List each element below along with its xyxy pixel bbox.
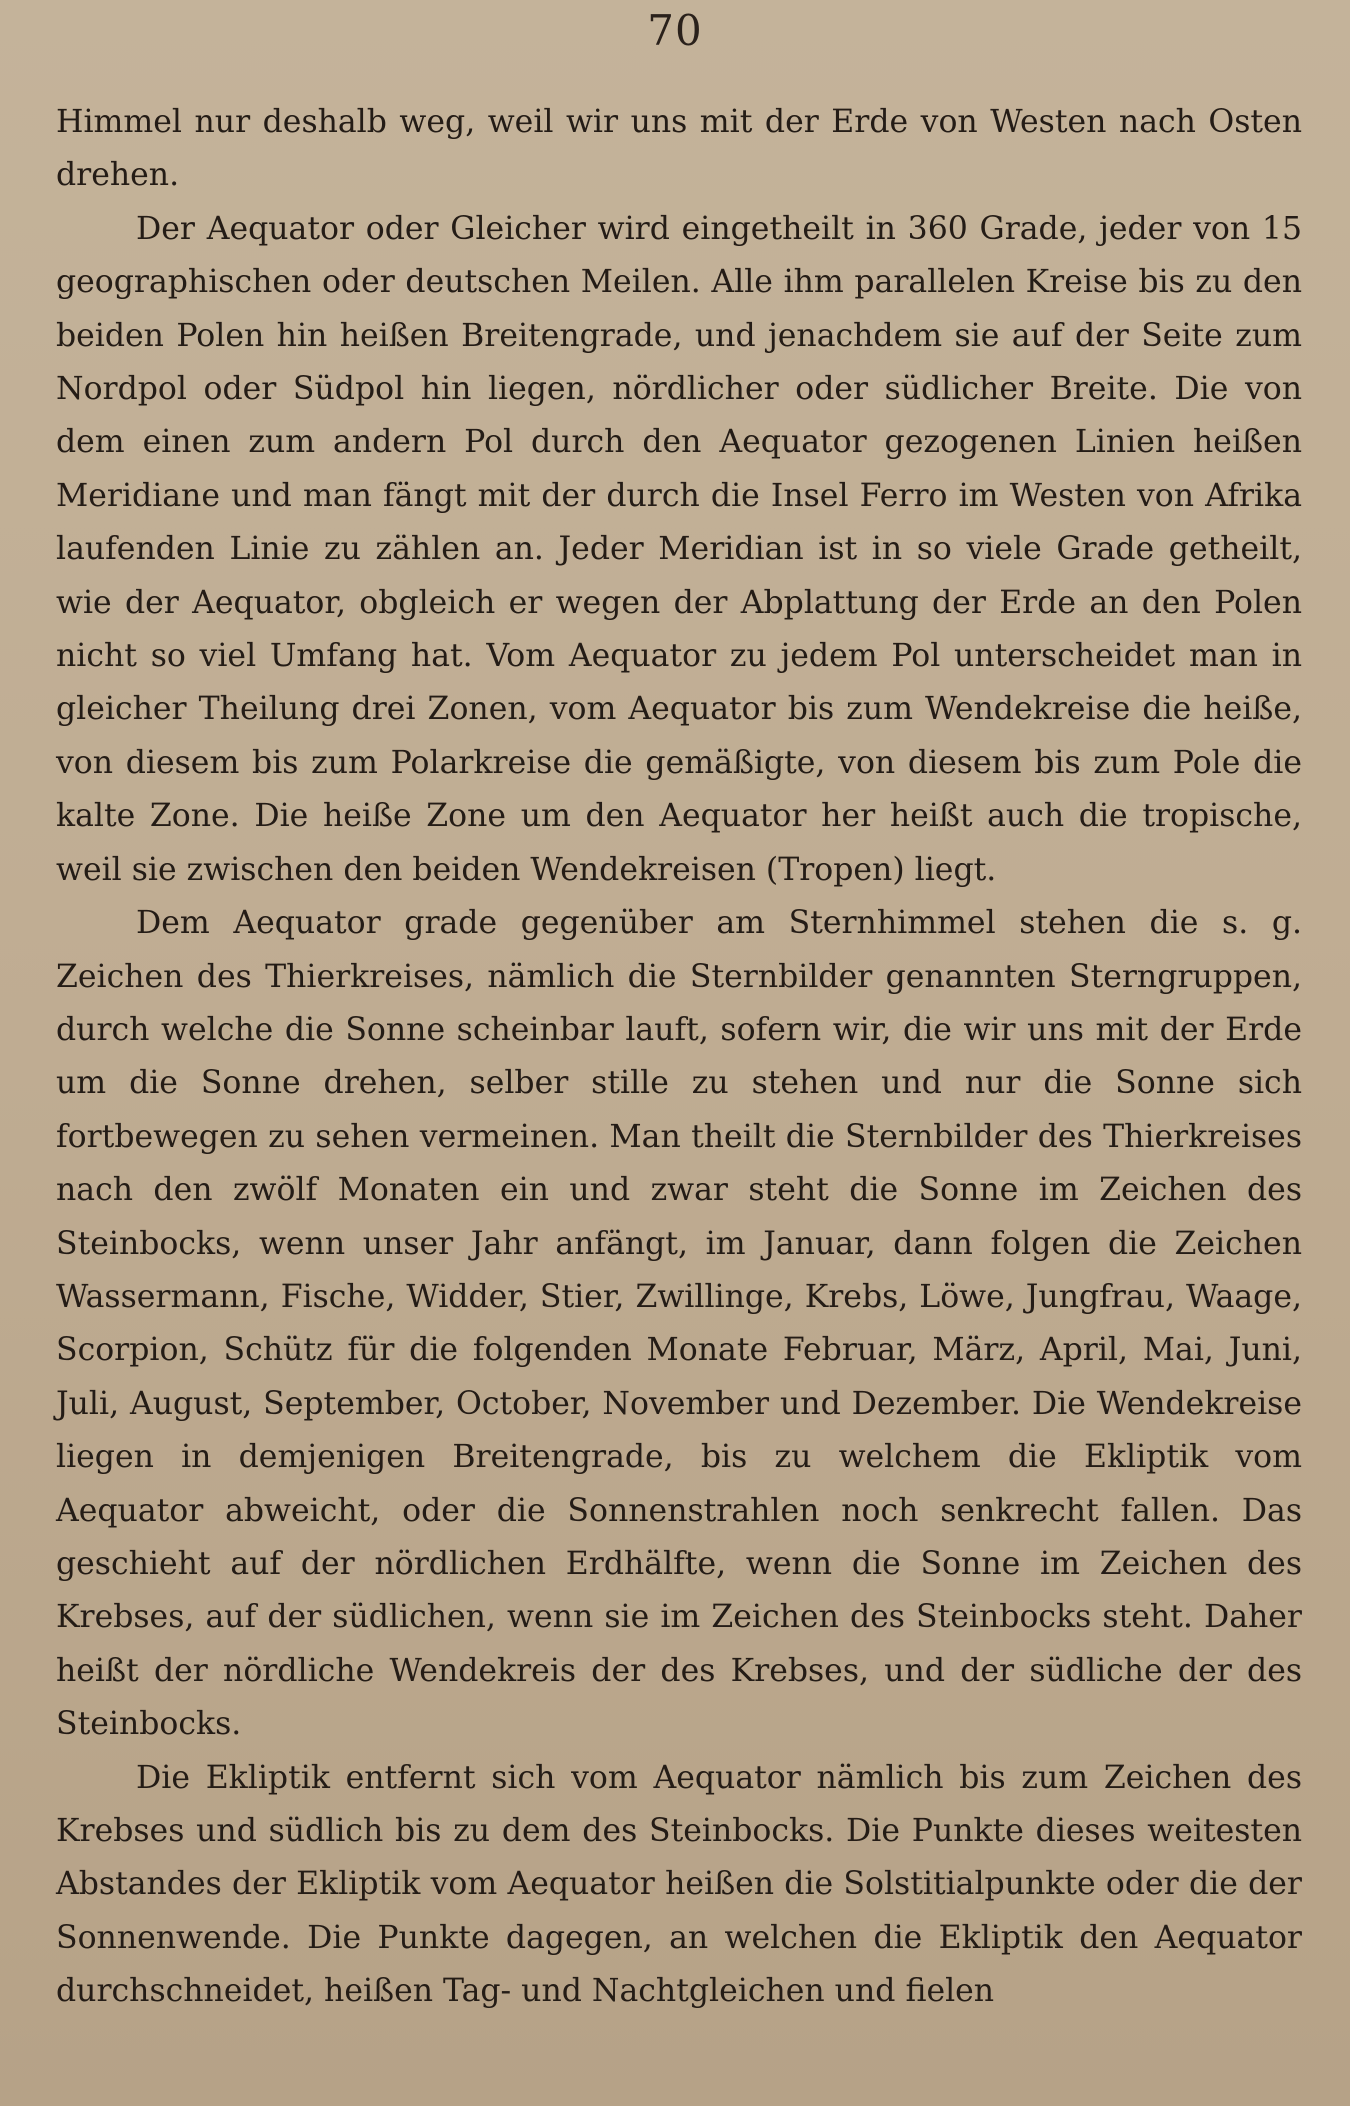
page-number: 70 <box>647 6 703 55</box>
paragraph-4: Die Ekliptik entfernt sich vom Aequator nämlich bis zum Zeichen des Krebses und südlich bis zu dem des Steinbocks. Die Punkte dieses weitesten Abstandes der Ekliptik vom Aequator heißen die Solstitialpunkte oder die der Sonnenwende. Die Punkte dagegen, an welchen die Ekliptik den Aequator durchschneidet, heißen Tag- und Nachtgleichen und fielen <box>56 1759 1302 2010</box>
paragraph-3: Dem Aequator grade gegenüber am Sternhimmel stehen die s. g. Zeichen des Thierkreises, nämlich die Sternbilder genannten Sterngruppen, durch welche die Sonne scheinbar lauft, sofern wir, die wir uns mit der Erde um die Sonne drehen, selber stille zu stehen und nur die Sonne sich fortbewegen zu sehen vermeinen. Man theilt die Sternbilder des Thierkreises nach den zwölf Monaten ein und zwar steht die Sonne im Zeichen des Steinbocks, wenn unser Jahr anfängt, im Januar, dann folgen die Zeichen Wassermann, Fische, Widder, Stier, Zwillinge, Krebs, Löwe, Jungfrau, Waage, Scorpion, Schütz für die folgenden Monate Februar, März, April, Mai, Juni, Juli, August, September, October, November und Dezember. Die Wendekreise liegen in demjenigen Breitengrade, bis zu welchem die Ekliptik vom Aequator abweicht, oder die Sonnenstrahlen noch senkrecht fallen. Das geschieht auf der nördlichen Erdhälfte, wenn die Sonne im Zeichen des Krebses, auf der südlichen, wenn sie im Zeichen des Steinbocks steht. Daher heißt der nördliche Wendekreis der des Krebses, und der südliche der des Steinbocks. <box>56 905 1302 1743</box>
page-body-text <box>56 96 1302 2019</box>
paragraph-1: Himmel nur deshalb weg, weil wir uns mit der Erde von Westen nach Osten drehen. <box>56 104 1302 194</box>
paragraph-2: Der Aequator oder Gleicher wird eingetheilt in 360 Grade, jeder von 15 geographischen oder deutschen Meilen. Alle ihm parallelen Kreise bis zu den beiden Polen hin heißen Breitengrade, und jenachdem sie auf der Seite zum Nordpol oder Südpol hin liegen, nördlicher oder südlicher Breite. Die von dem einen zum andern Pol durch den Aequator gezogenen Linien heißen Meridiane und man fängt mit der durch die Insel Ferro im Westen von Afrika laufenden Linie zu zählen an. Jeder Meridian ist in so viele Grade getheilt, wie der Aequator, obgleich er wegen der Abplattung der Erde an den Polen nicht so viel Umfang hat. Vom Aequator zu jedem Pol unterscheidet man in gleicher Theilung drei Zonen, vom Aequator bis zum Wendekreise die heiße, von diesem bis zum Polarkreise die gemäßigte, von diesem bis zum Pole die kalte Zone. Die heiße Zone um den Aequator her heißt auch die tropische, weil sie zwischen den beiden Wendekreisen (Tropen) liegt. <box>56 210 1302 888</box>
